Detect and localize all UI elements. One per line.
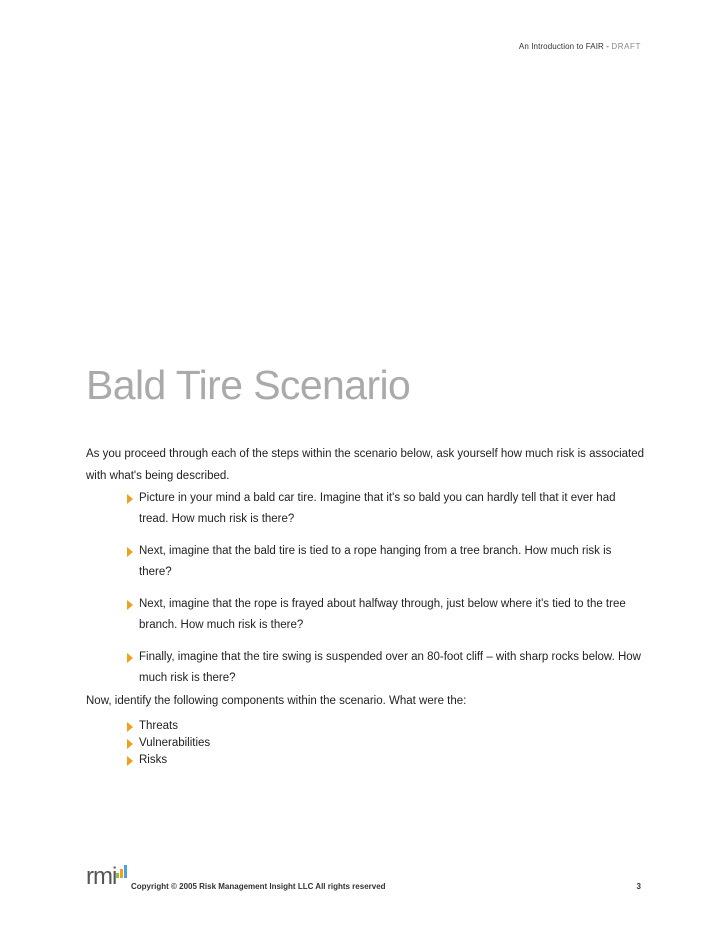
draft-label: DRAFT <box>611 42 641 51</box>
components-list <box>127 718 647 769</box>
bullet-arrow-icon <box>127 653 133 663</box>
list-item <box>127 488 647 530</box>
intro-paragraph: As you proceed through each of the steps within the scenario below, ask yourself how much risk is associated with what's being described. <box>86 448 645 482</box>
logo-bars-icon <box>116 864 130 878</box>
bullet-arrow-icon <box>127 494 133 504</box>
bullet-arrow-icon <box>127 547 133 557</box>
list-item-text: Next, imagine that the bald tire is tied to a rope hanging from a tree branch. How much risk is there? <box>139 545 612 578</box>
list-item-text: Vulnerabilities <box>139 737 211 749</box>
page-number: 3 <box>636 882 641 891</box>
list-item <box>127 735 647 752</box>
list-item-text: Finally, imagine that the tire swing is suspended over an 80-foot cliff – with sharp rocks below. How much risk is there? <box>139 651 641 684</box>
list-item <box>127 718 647 735</box>
list-item-text: Picture in your mind a bald car tire. Imagine that it's so bald you can hardly tell that it ever had tread. How much risk is there? <box>139 492 616 525</box>
list-item-text: Risks <box>139 754 168 766</box>
logo-text: rmi <box>86 863 117 890</box>
section-title: Bald Tire Scenario <box>86 362 411 408</box>
bullet-arrow-icon <box>127 739 133 749</box>
list-item-text: Threats <box>139 720 178 732</box>
logo-bar <box>124 865 127 878</box>
list-item <box>127 647 647 689</box>
copyright-notice: Copyright © 2005 Risk Management Insight LLC All rights reserved <box>131 882 386 891</box>
components-prompt: Now, identify the following components within the scenario. What were the: <box>86 695 467 707</box>
logo-bar <box>116 873 119 878</box>
bullet-arrow-icon <box>127 722 133 732</box>
list-item <box>127 594 647 636</box>
scenario-steps-list <box>127 488 647 700</box>
list-item-text: Next, imagine that the rope is frayed about halfway through, just below where it's tied to the tree branch. How much risk is there? <box>139 598 626 631</box>
bullet-arrow-icon <box>127 600 133 610</box>
header-title: An Introduction to FAIR - <box>518 42 612 51</box>
bullet-arrow-icon <box>127 756 133 766</box>
rmi-logo <box>86 864 128 890</box>
list-item <box>127 752 647 769</box>
running-header <box>519 42 641 51</box>
list-item <box>127 541 647 583</box>
logo-bar <box>120 869 123 878</box>
